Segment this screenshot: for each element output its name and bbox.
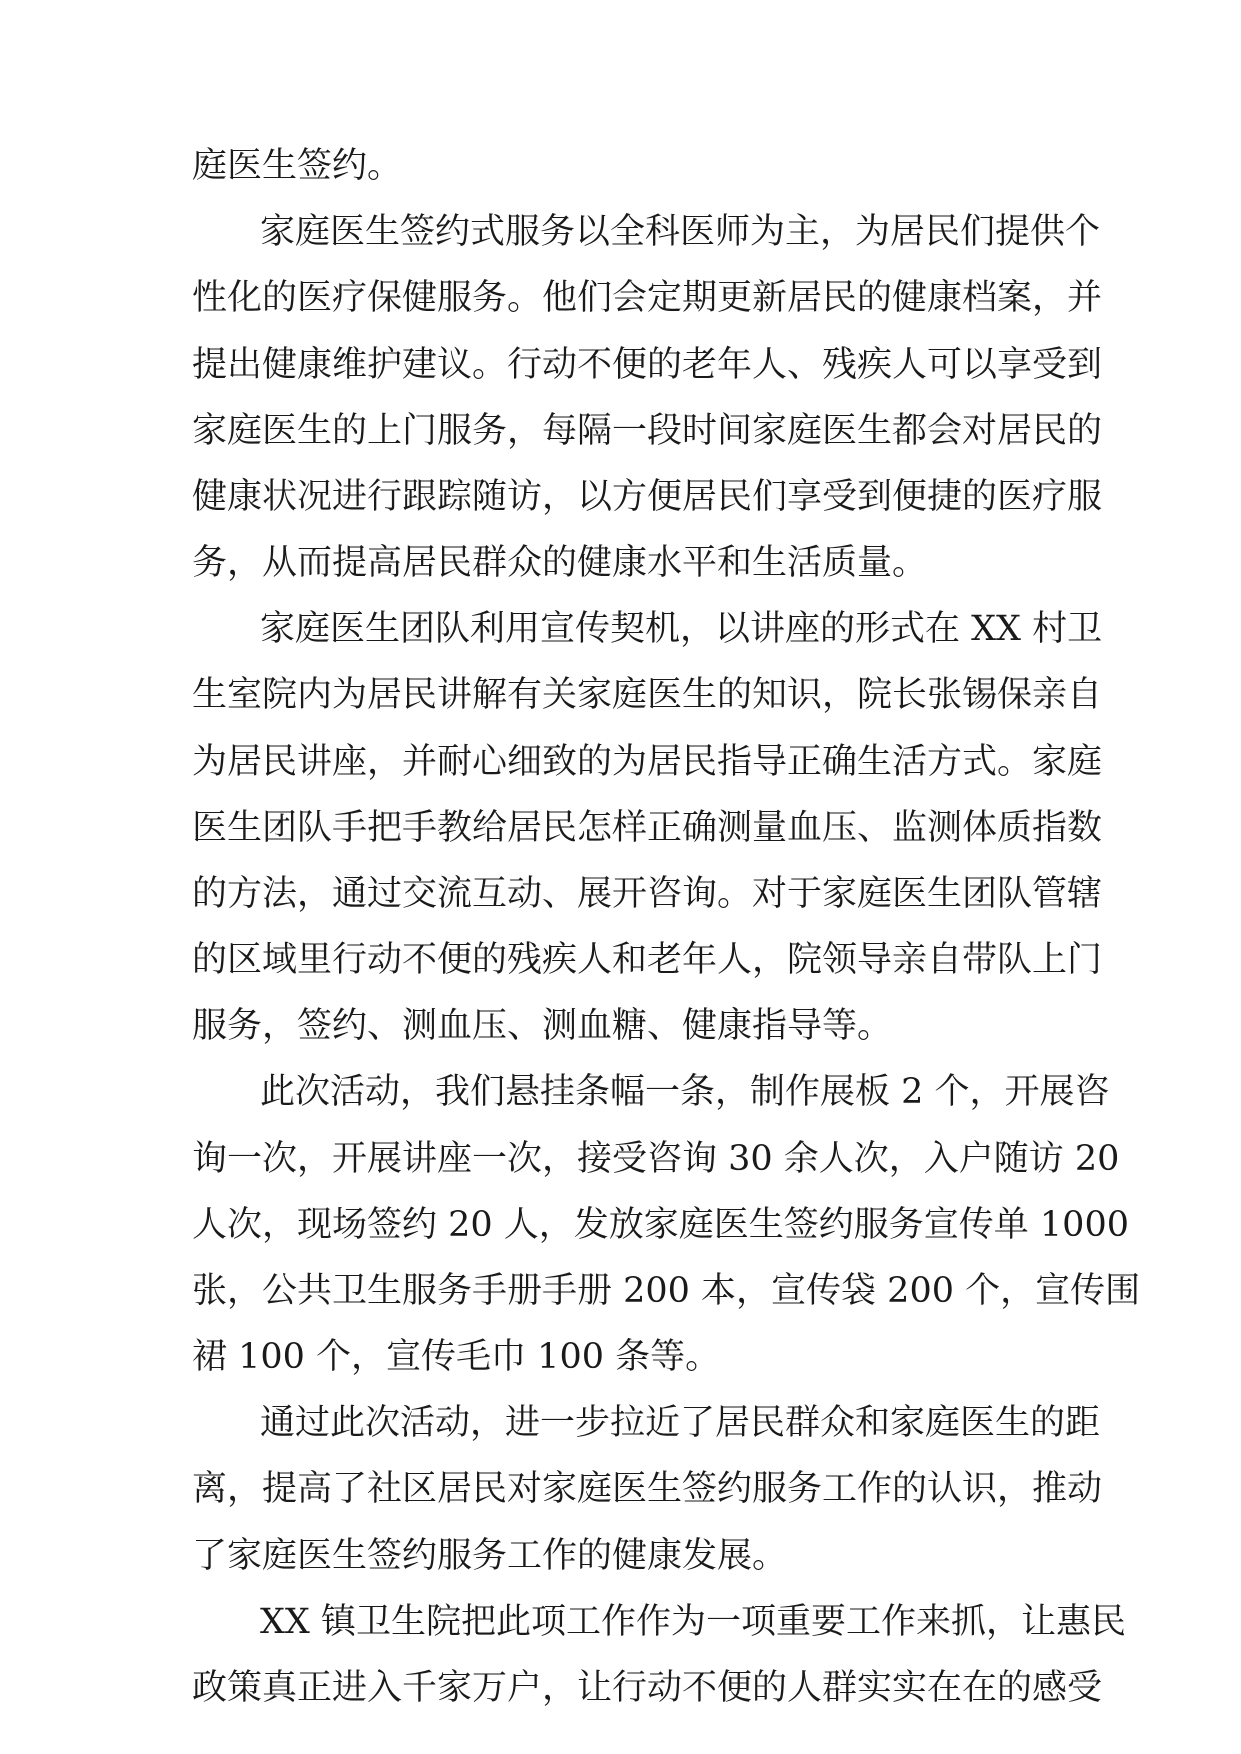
text-line: 服务，签约、测血压、测血糖、健康指导等。: [192, 1006, 893, 1046]
text-line: 提出健康维护建议。行动不便的老年人、残疾人可以享受到: [192, 345, 1103, 385]
text-line: 裙 100 个，宣传毛巾 100 条等。: [192, 1337, 721, 1377]
text-line: 人次，现场签约 20 人，发放家庭医生签约服务宣传单 1000: [192, 1205, 1129, 1245]
text-line: 医生团队手把手教给居民怎样正确测量血压、监测体质指数: [192, 808, 1103, 848]
text-line: 务，从而提高居民群众的健康水平和生活质量。: [192, 543, 928, 583]
text-line: 通过此次活动，进一步拉近了居民群众和家庭医生的距: [260, 1403, 1101, 1443]
text-line: 家庭医生的上门服务，每隔一段时间家庭医生都会对居民的: [192, 411, 1103, 451]
text-line: 健康状况进行跟踪随访，以方便居民们享受到便捷的医疗服: [192, 477, 1103, 517]
text-line: 政策真正进入千家万户，让行动不便的人群实实在在的感受: [192, 1668, 1103, 1708]
text-line: 生室院内为居民讲解有关家庭医生的知识，院长张锡保亲自: [192, 675, 1103, 715]
text-line: 的区域里行动不便的残疾人和老年人，院领导亲自带队上门: [192, 940, 1103, 980]
text-line: 了家庭医生签约服务工作的健康发展。: [192, 1536, 788, 1576]
text-line: 此次活动，我们悬挂条幅一条，制作展板 2 个，开展咨: [260, 1072, 1110, 1112]
text-line: 的方法，通过交流互动、展开咨询。对于家庭医生团队管辖: [192, 874, 1103, 914]
text-line: 家庭医生签约式服务以全科医师为主，为居民们提供个: [260, 212, 1101, 252]
text-line: 庭医生签约。: [192, 146, 403, 186]
text-line: 为居民讲座，并耐心细致的为居民指导正确生活方式。家庭: [192, 742, 1103, 782]
text-line: 离，提高了社区居民对家庭医生签约服务工作的认识，推动: [192, 1469, 1103, 1509]
text-line: XX 镇卫生院把此项工作作为一项重要工作来抓，让惠民: [260, 1602, 1126, 1642]
text-line: 张，公共卫生服务手册手册 200 本，宣传袋 200 个，宣传围: [192, 1271, 1141, 1311]
text-line: 询一次，开展讲座一次，接受咨询 30 余人次，入户随访 20: [192, 1139, 1120, 1179]
text-line: 性化的医疗保健服务。他们会定期更新居民的健康档案，并: [192, 278, 1103, 318]
text-line: 家庭医生团队利用宣传契机，以讲座的形式在 XX 村卫: [260, 609, 1103, 649]
